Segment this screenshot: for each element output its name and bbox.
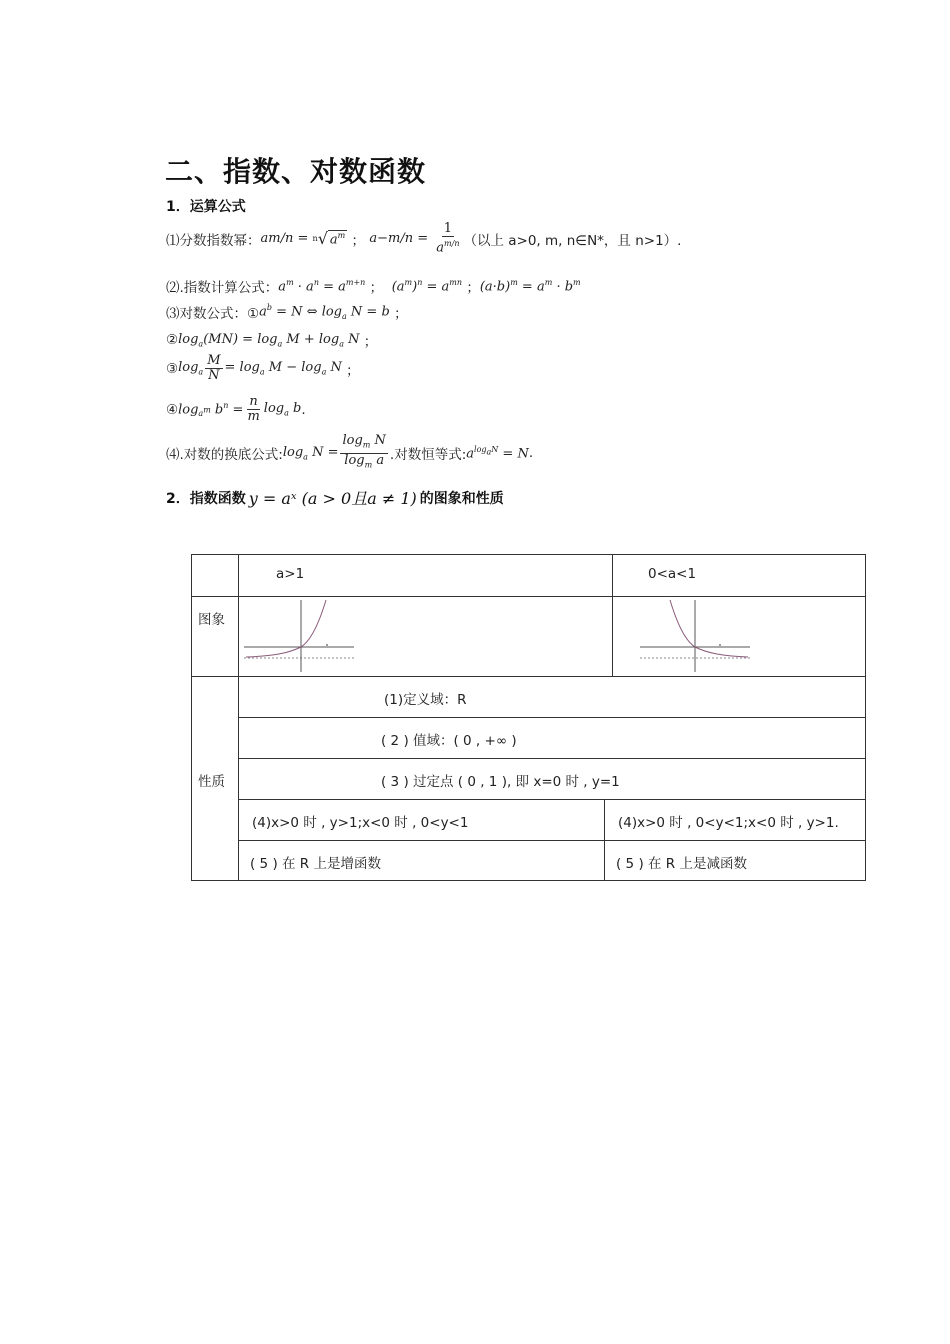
property-monotonic-right: ( 5 ) 在 R 上是减函数 (616, 856, 747, 872)
section-heading-formulas: 1．运算公式 (166, 199, 246, 215)
property-sign-left: (4)x>0 时 , y>1;x<0 时 , 0<y<1 (252, 815, 469, 831)
formula-label: ② (166, 332, 179, 348)
formula-label: ④ (166, 401, 179, 418)
property-monotonic-left: ( 5 ) 在 R 上是增函数 (250, 856, 381, 872)
row-label-properties: 性质 (198, 774, 225, 790)
header-a-greater-1: a>1 (276, 566, 305, 582)
formula-label: ③ (166, 360, 179, 377)
formula-label: ⑷.对数的换底公式: (166, 447, 283, 464)
formula-identity-label: .对数恒等式: (389, 447, 467, 464)
property-range: ( 2 ) 值域：( 0 , +∞ ) (381, 733, 517, 749)
formula-exponent-rules: ⑵.指数计算公式： $a^m \cdot a^n = a^{m+n}$ ； $(a^m)^n = a^{mn}$ ； $(a\cdot b)^m = a^m \cdot b^m$ (166, 277, 581, 296)
graph-increasing-exponential (244, 598, 359, 674)
formula-log-product: ② $\log_a(MN) = \log_a M + \log_a N$ ； (166, 331, 378, 350)
formula-change-of-base: ⑷.对数的换底公式: $\log_a N$ = $\frac{\log_m N}{\log_m a}$ .对数恒等式: $a^{log_aN} = N$ . (166, 433, 534, 470)
property-sign-right: (4)x>0 时 , 0<y<1;x<0 时 , y>1. (618, 815, 839, 831)
section-heading-exponential: 2．指数函数 y = aˣ (a > 0且a ≠ 1) 的图象和性质 (166, 486, 504, 509)
formula-log-power: ④ $\log_{a^m} b^n$ = $\frac{n}{m}$ $\log_a b$ . (166, 394, 306, 424)
formula-label: ⑵.指数计算公式： (166, 280, 279, 296)
row-label-graph: 图象 (198, 612, 225, 628)
property-fixed-point: ( 3 ) 过定点 ( 0 , 1 ), 即 x=0 时 , y=1 (381, 774, 620, 790)
property-domain: (1)定义域：R (384, 692, 467, 708)
page-title: 二、指数、对数函数 (165, 155, 427, 188)
formula-label: ⑴分数指数幂： (166, 232, 261, 249)
heading-formula: y = aˣ (a > 0且a ≠ 1) (248, 489, 417, 508)
graph-decreasing-exponential (640, 598, 755, 674)
formula-log-definition: ⑶对数公式：① $a^b = N$ ⇔ $\log_a N = b$ ； (166, 303, 408, 322)
formula-log-quotient: ③ $\log_a$ $\frac{M}{N}$ = $\log_a M - \log_a N$ ； (166, 353, 360, 383)
formula-fraction-exponent: ⑴分数指数幂： a m/n = n √ $a^m$ ； a −m/n = $\frac{1}{a^{m/n}}$ （以上 a>0, m, n∈N*，且 n>1）. (166, 221, 682, 256)
formula-label: ⑶对数公式：① (166, 306, 260, 322)
formula-condition: （以上 a>0, m, n∈N*，且 n>1）. (463, 232, 682, 249)
header-a-less-1: 0<a<1 (648, 566, 697, 582)
